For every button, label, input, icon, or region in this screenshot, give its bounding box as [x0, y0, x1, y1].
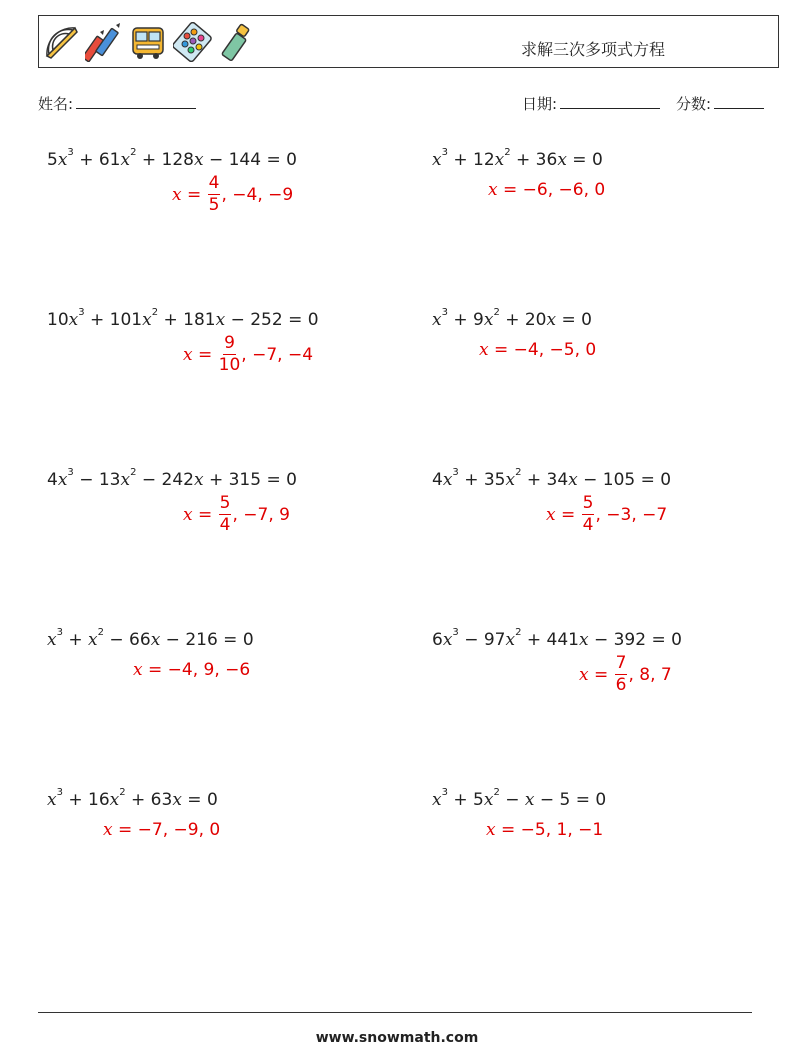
header-icons	[43, 20, 255, 64]
problem-answer: x = −4, 9, −6	[133, 660, 251, 680]
fraction-denominator: 6	[615, 675, 627, 695]
fraction-numerator: 5	[219, 493, 231, 513]
problem-answer: x = $\frac{5}{4}$ , −7, 9	[183, 493, 290, 535]
problem-answer: x = −6, −6, 0	[488, 180, 606, 200]
problem-equation: $x^3 + 9x^2 + 20x = 0$	[432, 307, 592, 330]
problem-equation: $10x^3 + 101x^2 + 181x - 252 = 0$	[47, 307, 319, 330]
problem-equation: $x^3 + 5x^2 - x - 5 = 0$	[432, 787, 607, 810]
problem-equation: $4x^3 - 13x^2 - 242x + 315 = 0$	[47, 467, 297, 490]
score-blank-line[interactable]	[714, 95, 764, 109]
name-blank-line[interactable]	[76, 95, 196, 109]
problem-answer: x = $\frac{4}{5}$ , −4, −9	[172, 173, 294, 215]
fraction-denominator: 4	[582, 515, 594, 535]
problem-equation: $6x^3 - 97x^2 + 441x - 392 = 0$	[432, 627, 682, 650]
date-field[interactable]	[522, 93, 660, 114]
answer-fraction	[219, 495, 232, 534]
answer-fraction	[219, 335, 241, 374]
problem-answer: x = $\frac{5}{4}$ , −3, −7	[546, 493, 668, 535]
fraction-numerator: 4	[208, 173, 220, 193]
answer-fraction	[208, 175, 221, 214]
problem-equation: $x^3 + 12x^2 + 36x = 0$	[432, 147, 603, 170]
problem-equation: $4x^3 + 35x^2 + 34x - 105 = 0$	[432, 467, 672, 490]
school-bus-icon	[129, 22, 167, 62]
score-field[interactable]	[676, 93, 764, 114]
pencil-crayon-icon	[85, 22, 123, 62]
date-blank-line[interactable]	[560, 95, 660, 109]
protractor-icon	[43, 22, 79, 62]
worksheet-header	[38, 15, 779, 68]
footer-website: www.snowmath.com	[315, 1030, 479, 1046]
worksheet-title: 求解三次多项式方程	[520, 40, 665, 59]
problem-equation: $x^3 + x^2 - 66x - 216 = 0$	[47, 627, 254, 650]
fraction-numerator: 5	[582, 493, 594, 513]
fraction-denominator: 10	[218, 355, 241, 375]
problem-answer: x = −7, −9, 0	[103, 820, 221, 840]
answer-fraction	[582, 495, 595, 534]
glue-stick-icon	[219, 22, 255, 62]
name-field[interactable]	[38, 93, 196, 114]
name-label: 姓名:	[38, 95, 74, 113]
watercolor-palette-icon	[173, 22, 213, 62]
answer-fraction	[615, 655, 628, 694]
date-label: 日期:	[522, 95, 558, 113]
score-label: 分数:	[676, 95, 712, 113]
fraction-denominator: 4	[219, 515, 231, 535]
problem-answer: x = −4, −5, 0	[479, 340, 597, 360]
footer-divider	[38, 1012, 752, 1013]
problem-equation: $x^3 + 16x^2 + 63x = 0$	[47, 787, 218, 810]
problem-answer: x = $\frac{9}{10}$ , −7, −4	[183, 333, 314, 375]
problem-answer: x = $\frac{7}{6}$ , 8, 7	[579, 653, 672, 695]
fraction-numerator: 9	[224, 333, 235, 353]
fraction-denominator: 5	[208, 195, 220, 215]
problem-answer: x = −5, 1, −1	[486, 820, 604, 840]
problem-equation: $5x^3 + 61x^2 + 128x - 144 = 0$	[47, 147, 297, 170]
fraction-numerator: 7	[615, 653, 627, 673]
